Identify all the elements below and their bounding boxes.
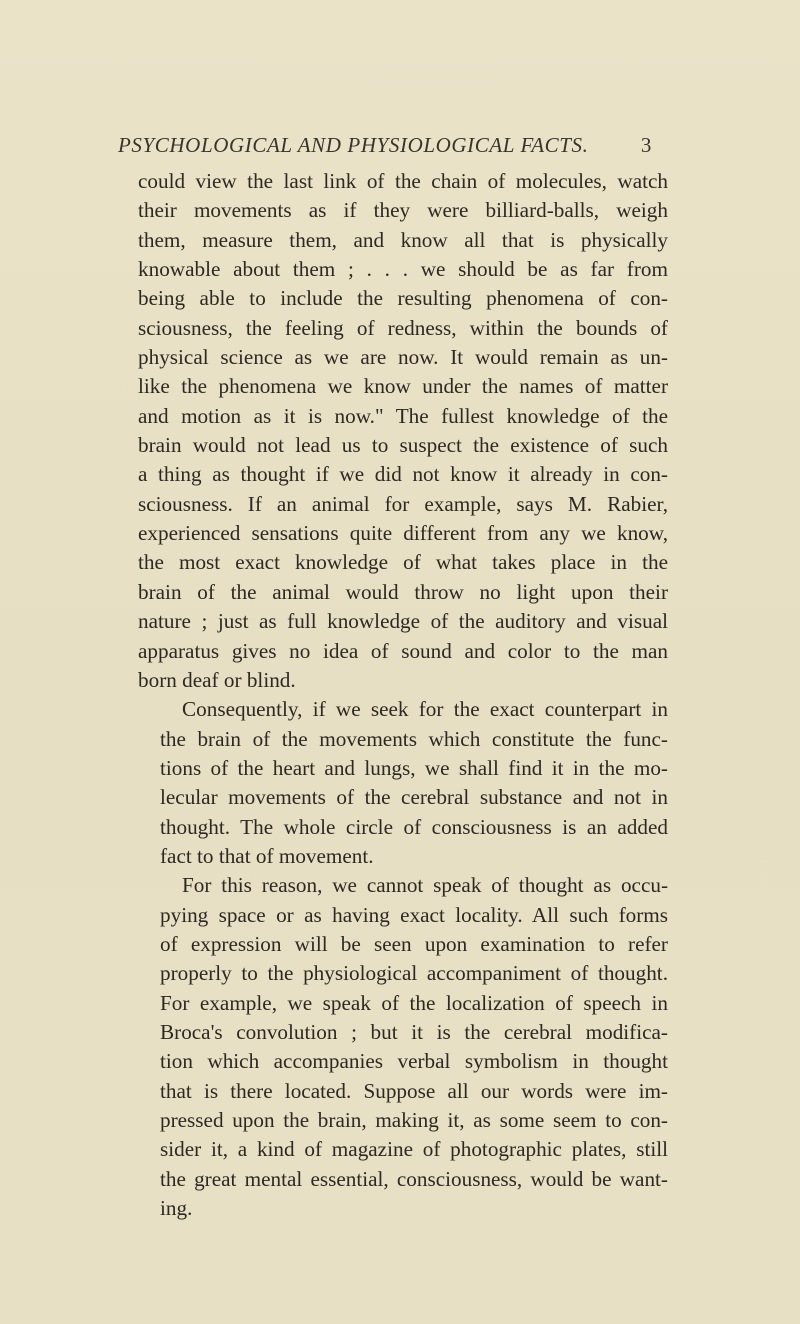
- text-line: thought. The whole circle of consciousness is an added: [160, 814, 668, 839]
- text-line: Consequently, if we seek for the exact counterpart in: [182, 697, 668, 722]
- text-line: ing.: [160, 1196, 193, 1221]
- text-line: the most exact knowledge of what takes place in the: [138, 550, 668, 575]
- text-line: sciousness. If an animal for example, says M. Rabier,: [138, 491, 668, 516]
- text-line: For this reason, we cannot speak of thought as occu-: [182, 873, 668, 898]
- text-line: tion which accompanies verbal symbolism in thought: [160, 1049, 668, 1074]
- text-line: born deaf or blind.: [138, 667, 296, 692]
- text-line: properly to the physiological accompaniment of thought.: [160, 961, 668, 986]
- text-line: of expression will be seen upon examination to refer: [160, 931, 668, 956]
- text-line: pying space or as having exact locality. All such forms: [160, 902, 668, 927]
- text-line: lecular movements of the cerebral substance and not in: [160, 785, 668, 810]
- text-line: being able to include the resulting phenomena of con-: [138, 286, 668, 311]
- text-line: brain would not lead us to suspect the existence of such: [138, 433, 668, 458]
- running-head: [118, 133, 652, 163]
- text-line: the great mental essential, consciousness, would be want-: [160, 1166, 668, 1191]
- text-line: Broca's convolution ; but it is the cerebral modifica-: [160, 1019, 668, 1044]
- paragraph: [138, 695, 668, 871]
- text-line: their movements as if they were billiard-balls, weigh: [138, 198, 668, 223]
- text-line: sciousness, the feeling of redness, within the bounds of: [138, 315, 668, 340]
- text-line: tions of the heart and lungs, we shall find it in the mo-: [160, 755, 668, 780]
- paragraph: [138, 871, 668, 1223]
- text-line: experienced sensations quite different from any we know,: [138, 521, 668, 546]
- paragraph: [138, 167, 668, 695]
- text-line: fact to that of movement.: [160, 843, 374, 868]
- text-line: and motion as it is now." The fullest knowledge of the: [138, 403, 668, 428]
- text-line: brain of the animal would throw no light upon their: [138, 579, 668, 604]
- text-line: knowable about them ; . . . we should be as far from: [138, 257, 668, 282]
- text-line: them, measure them, and know all that is physically: [138, 227, 668, 252]
- body-text: [138, 167, 668, 1223]
- text-line: like the phenomena we know under the names of matter: [138, 374, 668, 399]
- page-number: 3: [640, 133, 652, 157]
- text-line: a thing as thought if we did not know it already in con-: [138, 462, 668, 487]
- text-line: pressed upon the brain, making it, as some seem to con-: [160, 1108, 668, 1132]
- text-line: nature ; just as full knowledge of the auditory and visual: [138, 609, 668, 634]
- text-line: sider it, a kind of magazine of photographic plates, still: [160, 1137, 668, 1162]
- text-line: the brain of the movements which constitute the func-: [160, 726, 668, 751]
- text-line: could view the last link of the chain of molecules, watch: [138, 169, 668, 193]
- text-line: physical science as we are now. It would remain as un-: [138, 345, 668, 370]
- text-line: that is there located. Suppose all our words were im-: [160, 1078, 668, 1103]
- running-head-title: PSYCHOLOGICAL AND PHYSIOLOGICAL FACTS.: [118, 133, 589, 157]
- text-line: apparatus gives no idea of sound and color to the man: [138, 638, 668, 663]
- text-line: For example, we speak of the localization of speech in: [160, 990, 668, 1015]
